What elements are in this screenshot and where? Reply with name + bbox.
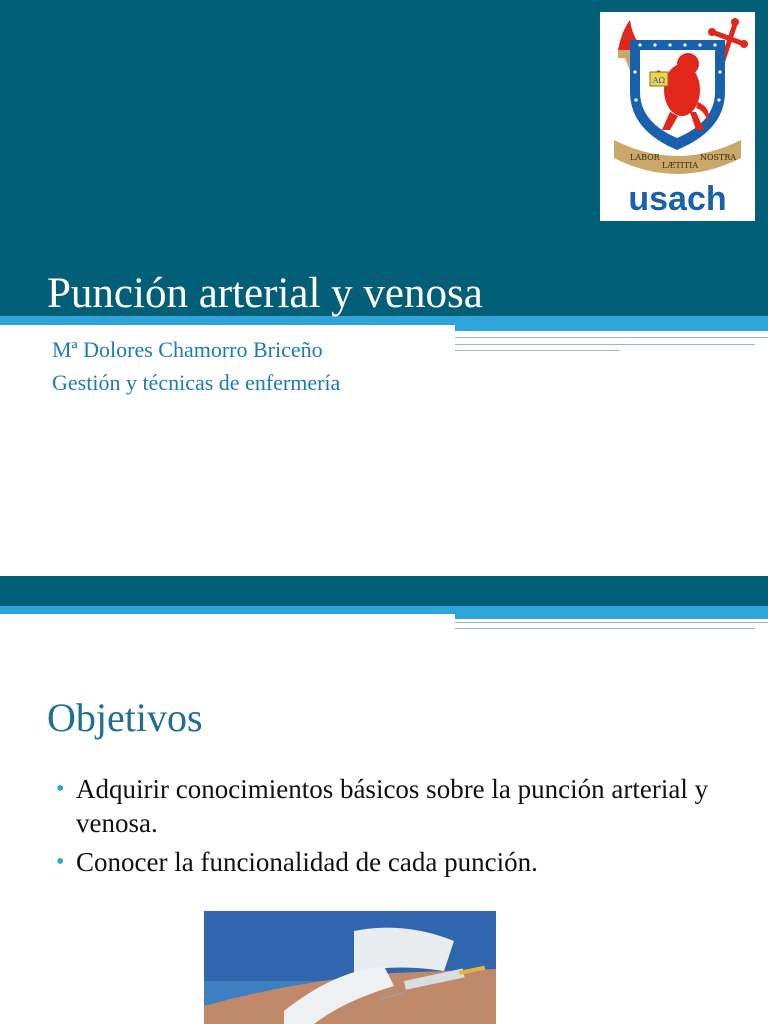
divider-rule [455,337,768,338]
objectives-list [56,772,746,884]
list-item [56,845,746,879]
divider-rule [455,344,755,345]
bullet-icon: • [56,776,65,802]
svg-text:LABOR: LABOR [630,153,660,162]
arterial-puncture-photo [204,911,496,1024]
objectives-slide [0,576,768,1024]
bullet-icon: • [56,849,65,875]
slide-title: Punción arterial y venosa [47,270,483,317]
list-item-text: Conocer la funcionalidad de cada punción. [76,847,538,877]
divider-rule [455,350,620,351]
puncture-photo-icon [204,911,496,1024]
svg-text:NOSTRA: NOSTRA [700,153,737,162]
accent-stripe-right [455,614,768,619]
course-name: Gestión y técnicas de enfermería [52,370,341,395]
list-item-text: Adquirir conocimientos básicos sobre la punción arterial y venosa. [76,774,709,838]
header-band [0,576,768,606]
divider-rule [455,628,755,629]
divider-rule [455,622,768,623]
svg-text:AΩ: AΩ [652,76,666,85]
book-icon [650,72,668,86]
usach-logo [600,12,755,221]
list-item [56,772,746,840]
usach-crest-icon [600,12,755,182]
accent-stripe-right [455,325,768,331]
author-name: Mª Dolores Chamorro Briceño [52,337,323,362]
svg-text:LÆTITIA: LÆTITIA [662,161,699,170]
slide-title: Objetivos [47,695,203,740]
usach-wordmark: usach [628,180,727,218]
accent-stripe [0,606,768,614]
